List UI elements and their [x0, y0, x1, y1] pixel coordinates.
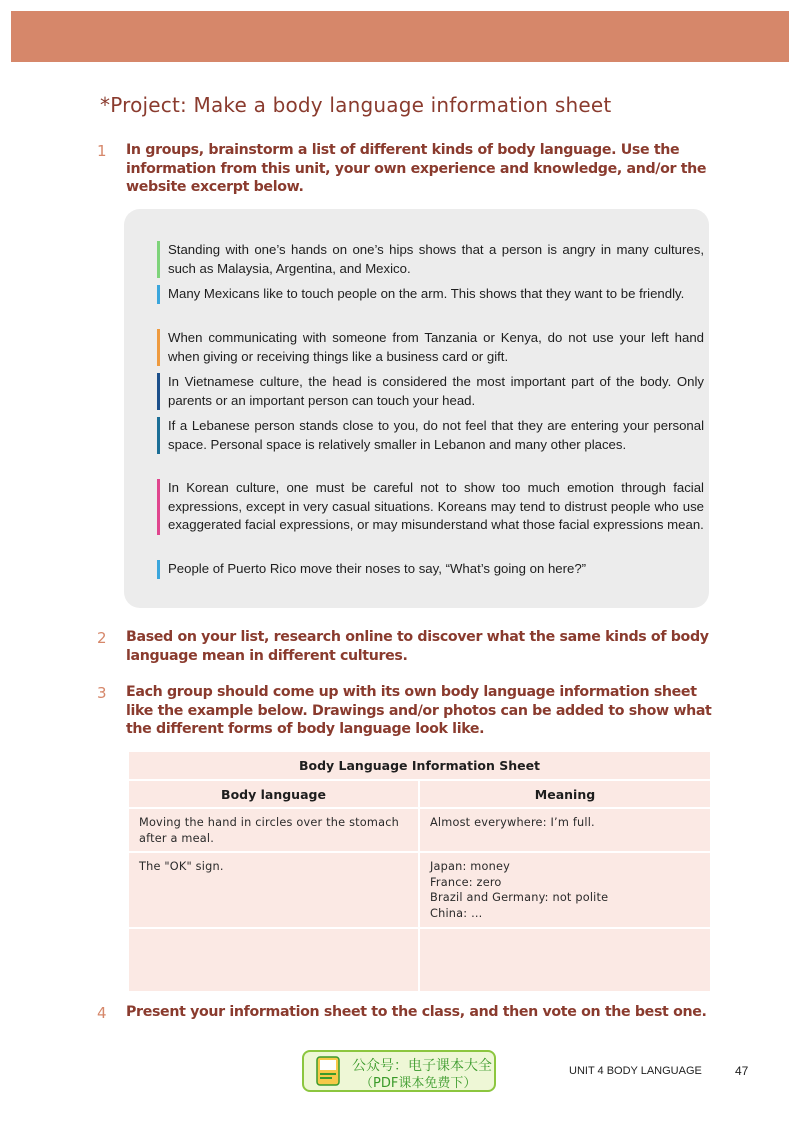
page-number: 47 — [735, 1064, 749, 1078]
table-cell-meaning — [419, 928, 711, 992]
body-language-information-sheet — [127, 750, 712, 993]
sheet-title: Body Language Information Sheet — [128, 751, 711, 780]
excerpt-item: In Vietnamese culture, the head is considered the most important part of the body. Only parents or an important person can touch your head. — [157, 373, 704, 410]
step-number-2: 2 — [97, 629, 107, 647]
excerpt-item: When communicating with someone from Tanzania or Kenya, do not use your left hand when giving or receiving things like a business card or gift. — [157, 329, 704, 366]
table-row — [128, 852, 711, 928]
watermark-logo — [302, 1050, 496, 1092]
column-header-body-language: Body language — [128, 780, 419, 808]
excerpt-item: In Korean culture, one must be careful not to show too much emotion through facial expressions, except in very casual situations. Koreans may tend to distrust people who use exaggerated facial expressions, or may misunderstand what those facial expressions mean. — [157, 479, 704, 535]
table-row — [128, 808, 711, 852]
table-cell-body-language — [128, 928, 419, 992]
table-cell-body-language: Moving the hand in circles over the stomach after a meal. — [128, 808, 419, 852]
table-cell-meaning: Japan: money France: zero Brazil and Germany: not polite China: ... — [419, 852, 711, 928]
step-text-2: Based on your list, research online to discover what the same kinds of body language mean in different cultures. — [126, 629, 709, 664]
watermark-text-line2: （PDF课本免费下） — [360, 1076, 477, 1091]
unit-label: UNIT 4 BODY LANGUAGE — [569, 1065, 702, 1077]
step-number-3: 3 — [97, 684, 107, 702]
table-cell-meaning: Almost everywhere: I’m full. — [419, 808, 711, 852]
excerpt-item: Standing with one’s hands on one’s hips shows that a person is angry in many cultures, such as Malaysia, Argentina, and Mexico. — [157, 241, 704, 278]
column-header-meaning: Meaning — [419, 780, 711, 808]
excerpt-item: Many Mexicans like to touch people on the arm. This shows that they want to be friendly. — [157, 285, 704, 304]
header-bar — [11, 11, 789, 62]
textbook-icon — [316, 1056, 340, 1086]
step-text-1: In groups, brainstorm a list of different kinds of body language. Use the information from this unit, your own experience and knowledge, and/or the website excerpt below. — [126, 142, 707, 196]
table-cell-body-language: The "OK" sign. — [128, 852, 419, 928]
step-number-4: 4 — [97, 1004, 107, 1022]
page-title: *Project: Make a body language information sheet — [100, 93, 612, 117]
step-text-3: Each group should come up with its own body language information sheet like the example below. Drawings and/or photos can be added to show what the different forms of body language look like. — [126, 684, 712, 738]
excerpt-item: If a Lebanese person stands close to you, do not feel that they are entering your personal space. Personal space is relatively smaller in Lebanon and many other places. — [157, 417, 704, 454]
step-text-4: Present your information sheet to the class, and then vote on the best one. — [126, 1004, 707, 1020]
excerpt-item: People of Puerto Rico move their noses to say, “What’s going on here?” — [157, 560, 704, 579]
table-row — [128, 928, 711, 992]
watermark-text-line1: 公众号：电子课本大全 — [352, 1058, 492, 1074]
step-number-1: 1 — [97, 142, 107, 160]
